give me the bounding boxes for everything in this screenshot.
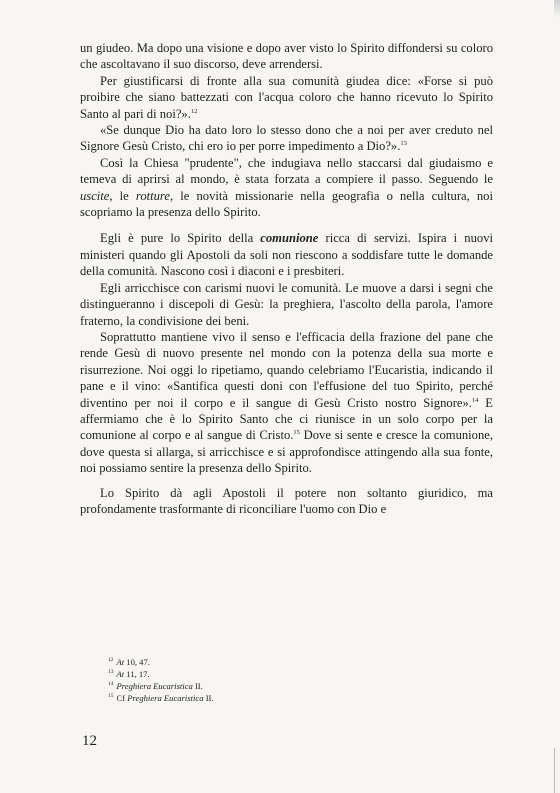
paragraph bbox=[80, 485, 493, 518]
italic-text: rotture bbox=[135, 188, 170, 203]
text-run: ricca di servizi. Ispira i nuovi ministeri quando gli Apostoli da soli non riescono a soddisfare tutte le domande della comunità. Nascono così i diaconi e i presbiteri. bbox=[80, 231, 493, 279]
text-run: II. bbox=[203, 693, 214, 703]
text-run: , le novità missionarie nella geografia o nella cultura, noi scopriamo la presenza dello Spirito. bbox=[80, 188, 493, 220]
text-run: un giudeo. Ma dopo una visione e dopo aver visto lo Spirito diffondersi su coloro che ascoltavano il suo discorso, deve arrendersi. bbox=[80, 41, 493, 72]
text-run: Egli è pure lo Spirito della bbox=[100, 231, 261, 246]
text-run: 10, 47. bbox=[124, 657, 150, 667]
text-run: Soprattutto mantiene vivo il senso e l'efficacia della frazione del pane che rende Gesù di nuovo presente nel mondo con la potenza della sua morte e risurrezione. Noi oggi lo ripetiamo, quando celebriamo l'Eucaristia, indicando il pane e il vino: «Santifica questi doni con l'effusione del tuo Spirito, perché diventino per noi il corpo e il sangue di Gesù Cristo nostro Signore». bbox=[80, 329, 493, 410]
paragraph bbox=[80, 73, 493, 122]
footnote-ref: 14 bbox=[471, 396, 479, 404]
footnote-ref: 12 bbox=[190, 107, 198, 115]
text-run: 11, 17. bbox=[124, 669, 150, 679]
footnote-ref: 13 bbox=[400, 140, 407, 148]
body-text bbox=[80, 40, 493, 517]
text-run: Lo Spirito dà agli Apostoli il potere non soltanto giuridico, ma profondamente trasformante di riconciliare l'uomo con Dio e bbox=[80, 485, 493, 516]
text-run: Per giustificarsi di fronte alla sua comunità giudea dice: «Forse si può proibire che siano battezzati con l'acqua coloro che hanno ricevuto lo Spirito Santo al pari di noi?». bbox=[80, 73, 493, 121]
paragraph bbox=[80, 40, 493, 73]
italic-text: uscite bbox=[80, 188, 110, 203]
text-run: E affermiamo che è lo Spirito Santo che ci riunisce in un solo corpo per la comunione al corpo e al sangue di Cristo. bbox=[80, 395, 493, 443]
footnote-number: 12 bbox=[108, 657, 114, 664]
italic-text: At bbox=[116, 669, 125, 679]
text-run: «Se dunque Dio ha dato loro lo stesso dono che a noi per aver creduto nel Signore Gesù Cristo, chi ero io per porre impedimento a Dio?». bbox=[80, 123, 493, 154]
text-run: Cf bbox=[116, 693, 128, 703]
footnotes bbox=[108, 656, 214, 704]
footnote bbox=[108, 680, 214, 692]
scan-edge-mark bbox=[554, 0, 560, 18]
text-run: II. bbox=[192, 681, 203, 691]
italic-text: At bbox=[116, 657, 125, 667]
text-run: Così la Chiesa "prudente", che indugiava nello staccarsi dal giudaismo e temeva di aprirsi al mondo, è stata forzata a compiere il passo. Seguendo le bbox=[80, 155, 493, 187]
paragraph bbox=[80, 122, 493, 155]
scan-edge-mark bbox=[554, 748, 560, 793]
italic-text: Preghiera Eucaristica bbox=[127, 693, 204, 703]
footnote bbox=[108, 692, 214, 704]
page-number: 12 bbox=[82, 733, 97, 749]
footnote bbox=[108, 656, 214, 668]
footnote-ref: 15 bbox=[293, 429, 300, 437]
footnote-number: 13 bbox=[108, 669, 114, 676]
italic-text: Preghiera Eucaristica bbox=[116, 681, 193, 691]
footnote-number: 14 bbox=[108, 681, 114, 688]
paragraph bbox=[80, 230, 493, 279]
footnote-number: 15 bbox=[108, 693, 114, 700]
footnote bbox=[108, 668, 214, 680]
paragraph bbox=[80, 280, 493, 329]
paragraph bbox=[80, 155, 493, 221]
text-run: , le bbox=[109, 188, 136, 203]
paragraph bbox=[80, 329, 493, 477]
text-run: Egli arricchisce con carismi nuovi le comunità. Le muove a darsi i segni che distingueranno i discepoli di Gesù: la preghiera, l'ascolto della parola, l'amore fraterno, la condivisione dei beni. bbox=[80, 280, 493, 328]
text-run: Dove si sente e cresce la comunione, dove questa si allarga, si arricchisce e si approfondisce attingendo alla sua fonte, noi possiamo sentire la presenza dello Spirito. bbox=[80, 428, 493, 476]
emphasis-term: comunione bbox=[260, 231, 319, 246]
